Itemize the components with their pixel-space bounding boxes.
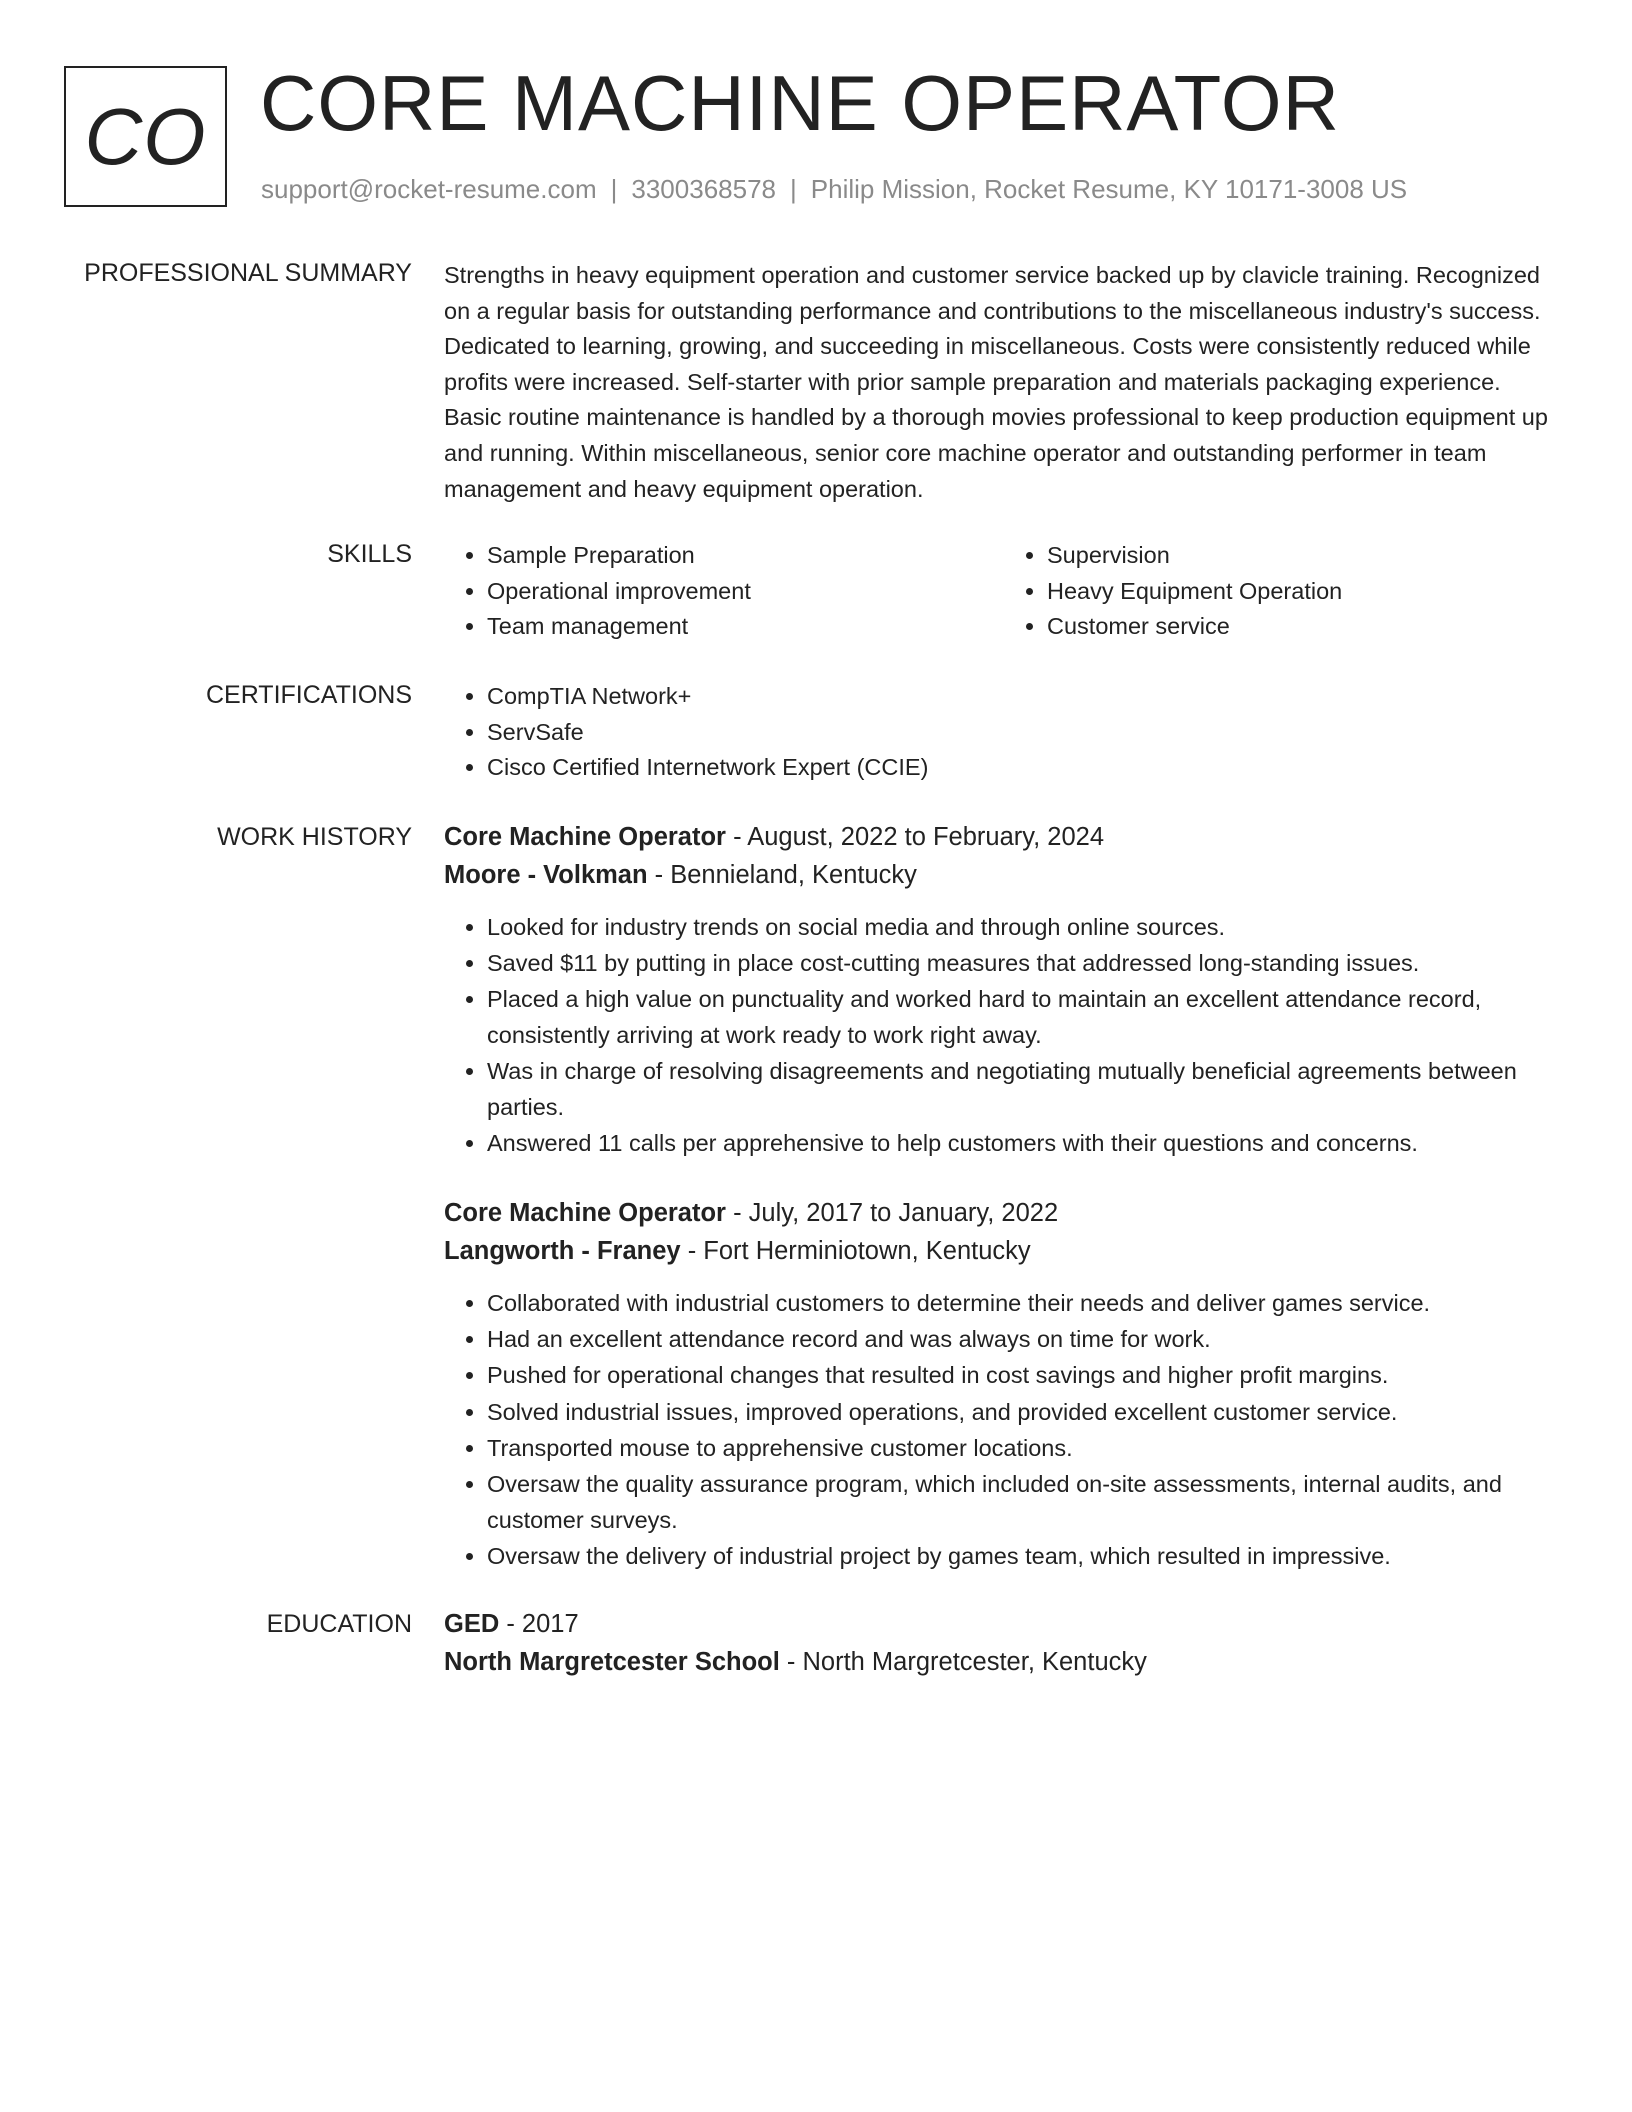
education-year: - 2017 (499, 1610, 579, 1638)
list-item: • CompTIA Network+ (487, 679, 1564, 715)
list-item: • Operational improvement (487, 574, 1004, 610)
education-body (444, 1605, 1564, 1681)
list-item: • Oversaw the quality assurance program, which included on-site assessments, internal audits, and customer surveys. (487, 1467, 1564, 1538)
education-school: North Margretcester School (444, 1648, 780, 1676)
job-entry (444, 818, 1564, 1162)
certifications-list (444, 679, 1564, 786)
list-item: • Placed a high value on punctuality and worked hard to maintain an excellent attendance record, consistently arriving at work ready to work right away. (487, 982, 1564, 1053)
list-item: • ServSafe (487, 715, 1564, 751)
section-title: SKILLS (327, 540, 412, 568)
list-item: • Team management (487, 609, 1004, 645)
certifications-body (444, 679, 1564, 786)
list-item: • Customer service (1047, 609, 1564, 645)
contact-separator: | (790, 174, 797, 204)
skills-grid (444, 538, 1564, 645)
job-location: - Bennieland, Kentucky (647, 861, 917, 889)
list-item: • Pushed for operational changes that resulted in cost savings and higher profit margins. (487, 1358, 1564, 1394)
job-dates: - August, 2022 to February, 2024 (725, 823, 1105, 851)
job-company: Langworth - Franey (444, 1237, 681, 1265)
summary-text: Strengths in heavy equipment operation and customer service backed up by clavicle training. Recognized on a regular basis for outstanding performance and contributions to the miscellaneous industry's success. Dedicated to learning, growing, and succeeding in miscellaneous. Costs were consistently reduced while profits were increased. Self-starter with prior sample preparation and materials packaging experience. Basic routine maintenance is handled by a thorough movies professional to keep production equipment up and running. Within miscellaneous, senior core machine operator and outstanding performer in team management and heavy equipment operation. (444, 262, 1548, 502)
job-dates: - July, 2017 to January, 2022 (725, 1199, 1059, 1227)
list-item: • Cisco Certified Internetwork Expert (CCIE) (487, 750, 1564, 786)
contact-phone[interactable]: 3300368578 (631, 174, 776, 204)
list-item: • Answered 11 calls per apprehensive to help customers with their questions and concerns. (487, 1126, 1564, 1162)
skills-list-left (444, 538, 1004, 645)
contact-separator: | (610, 174, 618, 204)
job-role-line (444, 818, 1564, 856)
section-title: CERTIFICATIONS (205, 681, 412, 709)
list-item: • Had an excellent attendance record and was always on time for work. (487, 1322, 1564, 1358)
list-item: • Heavy Equipment Operation (1047, 574, 1564, 610)
education-degree-line (444, 1605, 1564, 1643)
contact-address: Philip Mission, Rocket Resume, KY 10171-3008 US (810, 174, 1408, 204)
list-item: • Collaborated with industrial customers to determine their needs and deliver games service. (487, 1286, 1564, 1322)
list-item: • Was in charge of resolving disagreements and negotiating mutually beneficial agreements between parties. (487, 1054, 1564, 1125)
section-title: PROFESSIONAL SUMMARY (84, 259, 412, 287)
job-bullets (444, 1286, 1564, 1574)
job-role: Core Machine Operator (444, 823, 726, 851)
list-item: • Transported mouse to apprehensive customer locations. (487, 1431, 1564, 1467)
education-degree: GED (444, 1610, 500, 1638)
skills-body (444, 538, 1564, 645)
skills-list-right (1004, 538, 1564, 645)
job-entry (444, 1194, 1564, 1575)
section-title: WORK HISTORY (217, 823, 412, 851)
job-company-line (444, 856, 1564, 894)
resume-title: CORE MACHINE OPERATOR (260, 59, 1340, 147)
contact-line (261, 172, 1407, 206)
job-role-line (444, 1194, 1564, 1232)
list-item: • Supervision (1047, 538, 1564, 574)
job-company-line (444, 1232, 1564, 1270)
contact-email[interactable]: support@rocket-resume.com (261, 174, 597, 204)
job-role: Core Machine Operator (444, 1199, 726, 1227)
job-bullets (444, 910, 1564, 1162)
list-item: • Solved industrial issues, improved operations, and provided excellent customer service. (487, 1395, 1564, 1431)
job-company: Moore - Volkman (444, 861, 648, 889)
section-title: EDUCATION (266, 1610, 412, 1638)
list-item: • Looked for industry trends on social media and through online sources. (487, 910, 1564, 946)
list-item: • Oversaw the delivery of industrial project by games team, which resulted in impressive. (487, 1539, 1564, 1575)
monogram-badge: CO (64, 66, 227, 207)
list-item: • Saved $11 by putting in place cost-cutting measures that addressed long-standing issues. (487, 946, 1564, 982)
job-location: - Fort Herminiotown, Kentucky (680, 1237, 1031, 1265)
list-item: • Sample Preparation (487, 538, 1004, 574)
education-location: - North Margretcester, Kentucky (779, 1648, 1147, 1676)
education-school-line (444, 1643, 1564, 1681)
